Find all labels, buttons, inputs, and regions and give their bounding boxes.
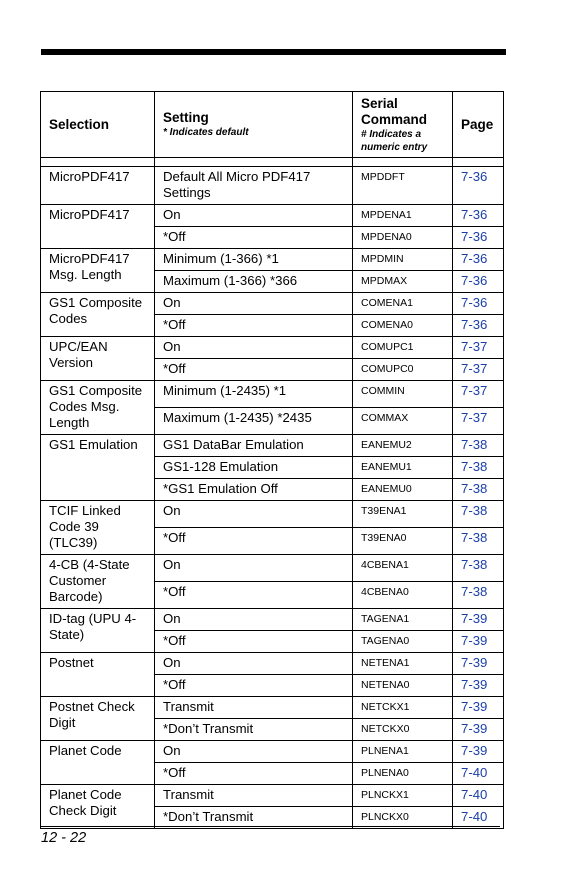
page-link[interactable]: 7-40 xyxy=(453,785,504,807)
page-link[interactable]: 7-36 xyxy=(453,227,504,249)
setting-cell: *Off xyxy=(155,763,353,785)
page-link[interactable]: 7-37 xyxy=(453,408,504,435)
serial-command-cell: EANEMU1 xyxy=(353,457,453,479)
header-selection xyxy=(41,92,155,158)
table-row xyxy=(41,381,504,408)
setting-cell: *Off xyxy=(155,675,353,697)
selection-cell: GS1 Emulation xyxy=(41,435,155,501)
table-row xyxy=(41,435,504,457)
table-row xyxy=(41,609,504,631)
setting-cell: GS1-128 Emulation xyxy=(155,457,353,479)
setting-cell: *Off xyxy=(155,582,353,609)
serial-command-cell: MPDMIN xyxy=(353,249,453,271)
header-setting xyxy=(155,92,353,158)
header-separator-cell xyxy=(41,158,155,167)
setting-cell: Minimum (1-2435) *1 xyxy=(155,381,353,408)
setting-cell: On xyxy=(155,555,353,582)
setting-cell: On xyxy=(155,337,353,359)
setting-cell: *Don’t Transmit xyxy=(155,807,353,829)
setting-cell: On xyxy=(155,501,353,528)
page-link[interactable]: 7-39 xyxy=(453,631,504,653)
page-link[interactable]: 7-40 xyxy=(453,763,504,785)
serial-command-cell: MPDDFT xyxy=(353,167,453,205)
serial-command-cell: TAGENA0 xyxy=(353,631,453,653)
serial-command-cell: NETENA0 xyxy=(353,675,453,697)
page-link[interactable]: 7-39 xyxy=(453,697,504,719)
setting-cell: On xyxy=(155,293,353,315)
selection-cell: MicroPDF417 xyxy=(41,167,155,205)
page-link[interactable]: 7-36 xyxy=(453,293,504,315)
serial-command-cell: NETCKX1 xyxy=(353,697,453,719)
page-link[interactable]: 7-39 xyxy=(453,719,504,741)
page-link[interactable]: 7-37 xyxy=(453,337,504,359)
selection-cell: MicroPDF417 Msg. Length xyxy=(41,249,155,293)
page-link[interactable]: 7-36 xyxy=(453,249,504,271)
selection-cell: ID-tag (UPU 4-State) xyxy=(41,609,155,653)
page-link[interactable]: 7-38 xyxy=(453,555,504,582)
header-page-label: Page xyxy=(461,116,494,132)
setting-cell: Transmit xyxy=(155,697,353,719)
setting-cell: *Off xyxy=(155,359,353,381)
serial-command-cell: EANEMU0 xyxy=(353,479,453,501)
page-link[interactable]: 7-39 xyxy=(453,609,504,631)
setting-cell: Transmit xyxy=(155,785,353,807)
setting-cell: *Off xyxy=(155,315,353,337)
table-row xyxy=(41,785,504,807)
selection-cell: TCIF Linked Code 39 (TLC39) xyxy=(41,501,155,555)
table-row xyxy=(41,501,504,528)
serial-command-cell: MPDMAX xyxy=(353,271,453,293)
page-link[interactable]: 7-37 xyxy=(453,359,504,381)
serial-command-cell: COMENA1 xyxy=(353,293,453,315)
table-row xyxy=(41,293,504,315)
serial-command-cell: MPDENA0 xyxy=(353,227,453,249)
serial-command-cell: 4CBENA1 xyxy=(353,555,453,582)
page-link[interactable]: 7-40 xyxy=(453,807,504,829)
serial-command-cell: COMUPC0 xyxy=(353,359,453,381)
page-link[interactable]: 7-39 xyxy=(453,741,504,763)
setting-cell: *GS1 Emulation Off xyxy=(155,479,353,501)
page-number: 12 - 22 xyxy=(41,830,87,846)
serial-command-cell: PLNENA0 xyxy=(353,763,453,785)
table-row xyxy=(41,167,504,205)
selection-cell: GS1 Composite Codes Msg. Length xyxy=(41,381,155,435)
table-header xyxy=(41,92,504,167)
serial-command-cell: 4CBENA0 xyxy=(353,582,453,609)
serial-command-cell: COMUPC1 xyxy=(353,337,453,359)
selection-cell: MicroPDF417 xyxy=(41,205,155,249)
header-serial-note: # Indicates a numeric entry xyxy=(361,128,428,153)
header-setting-note: * Indicates default xyxy=(163,127,249,138)
serial-command-cell: PLNCKX1 xyxy=(353,785,453,807)
selection-cell: Postnet Check Digit xyxy=(41,697,155,741)
serial-command-cell: T39ENA0 xyxy=(353,528,453,555)
setting-cell: *Off xyxy=(155,631,353,653)
serial-command-cell: EANEMU2 xyxy=(353,435,453,457)
serial-command-cell: COMMAX xyxy=(353,408,453,435)
serial-command-cell: COMENA0 xyxy=(353,315,453,337)
setting-cell: *Off xyxy=(155,528,353,555)
setting-cell: On xyxy=(155,205,353,227)
serial-command-table xyxy=(40,91,504,829)
selection-cell: UPC/EAN Version xyxy=(41,337,155,381)
selection-cell: 4-CB (4-State Customer Barcode) xyxy=(41,555,155,609)
header-separator-cell xyxy=(353,158,453,167)
page-link[interactable]: 7-36 xyxy=(453,271,504,293)
table-row xyxy=(41,653,504,675)
header-serial-command xyxy=(353,92,453,158)
top-rule xyxy=(41,49,506,55)
table-row xyxy=(41,249,504,271)
table-row xyxy=(41,741,504,763)
page-link[interactable]: 7-38 xyxy=(453,435,504,457)
page-link[interactable]: 7-36 xyxy=(453,167,504,205)
selection-cell: Planet Code xyxy=(41,741,155,785)
setting-cell: On xyxy=(155,609,353,631)
selection-cell: Planet Code Check Digit xyxy=(41,785,155,829)
serial-command-cell: MPDENA1 xyxy=(353,205,453,227)
setting-cell: Default All Micro PDF417 Settings xyxy=(155,167,353,205)
header-serial-command-label: Serial Command xyxy=(361,95,428,127)
serial-command-cell: PLNENA1 xyxy=(353,741,453,763)
bottom-rule xyxy=(41,826,500,827)
header-selection-label: Selection xyxy=(49,116,110,132)
setting-cell: Maximum (1-2435) *2435 xyxy=(155,408,353,435)
table-row xyxy=(41,697,504,719)
page-link[interactable]: 7-37 xyxy=(453,381,504,408)
page-link[interactable]: 7-39 xyxy=(453,653,504,675)
selection-cell: Postnet xyxy=(41,653,155,697)
setting-cell: On xyxy=(155,741,353,763)
serial-command-cell: COMMIN xyxy=(353,381,453,408)
header-setting-label: Setting xyxy=(163,110,209,125)
setting-cell: Maximum (1-366) *366 xyxy=(155,271,353,293)
setting-cell: *Off xyxy=(155,227,353,249)
page-link[interactable]: 7-38 xyxy=(453,528,504,555)
selection-cell: GS1 Composite Codes xyxy=(41,293,155,337)
page-link[interactable]: 7-38 xyxy=(453,501,504,528)
serial-command-cell: PLNCKX0 xyxy=(353,807,453,829)
page-link[interactable]: 7-39 xyxy=(453,675,504,697)
serial-command-cell: NETCKX0 xyxy=(353,719,453,741)
page-link[interactable]: 7-38 xyxy=(453,457,504,479)
page-link[interactable]: 7-38 xyxy=(453,582,504,609)
header-separator-cell xyxy=(155,158,353,167)
setting-cell: On xyxy=(155,653,353,675)
setting-cell: Minimum (1-366) *1 xyxy=(155,249,353,271)
header-row xyxy=(41,92,504,158)
setting-cell: GS1 DataBar Emulation xyxy=(155,435,353,457)
table-body xyxy=(41,167,504,829)
header-separator xyxy=(41,158,504,167)
page-link[interactable]: 7-36 xyxy=(453,315,504,337)
setting-cell: *Don’t Transmit xyxy=(155,719,353,741)
table-row xyxy=(41,205,504,227)
serial-command-cell: NETENA1 xyxy=(353,653,453,675)
serial-command-cell: T39ENA1 xyxy=(353,501,453,528)
header-page xyxy=(453,92,504,158)
table-row xyxy=(41,337,504,359)
page-link[interactable]: 7-36 xyxy=(453,205,504,227)
page-link[interactable]: 7-38 xyxy=(453,479,504,501)
serial-command-cell: TAGENA1 xyxy=(353,609,453,631)
header-separator-cell xyxy=(453,158,504,167)
table-row xyxy=(41,555,504,582)
